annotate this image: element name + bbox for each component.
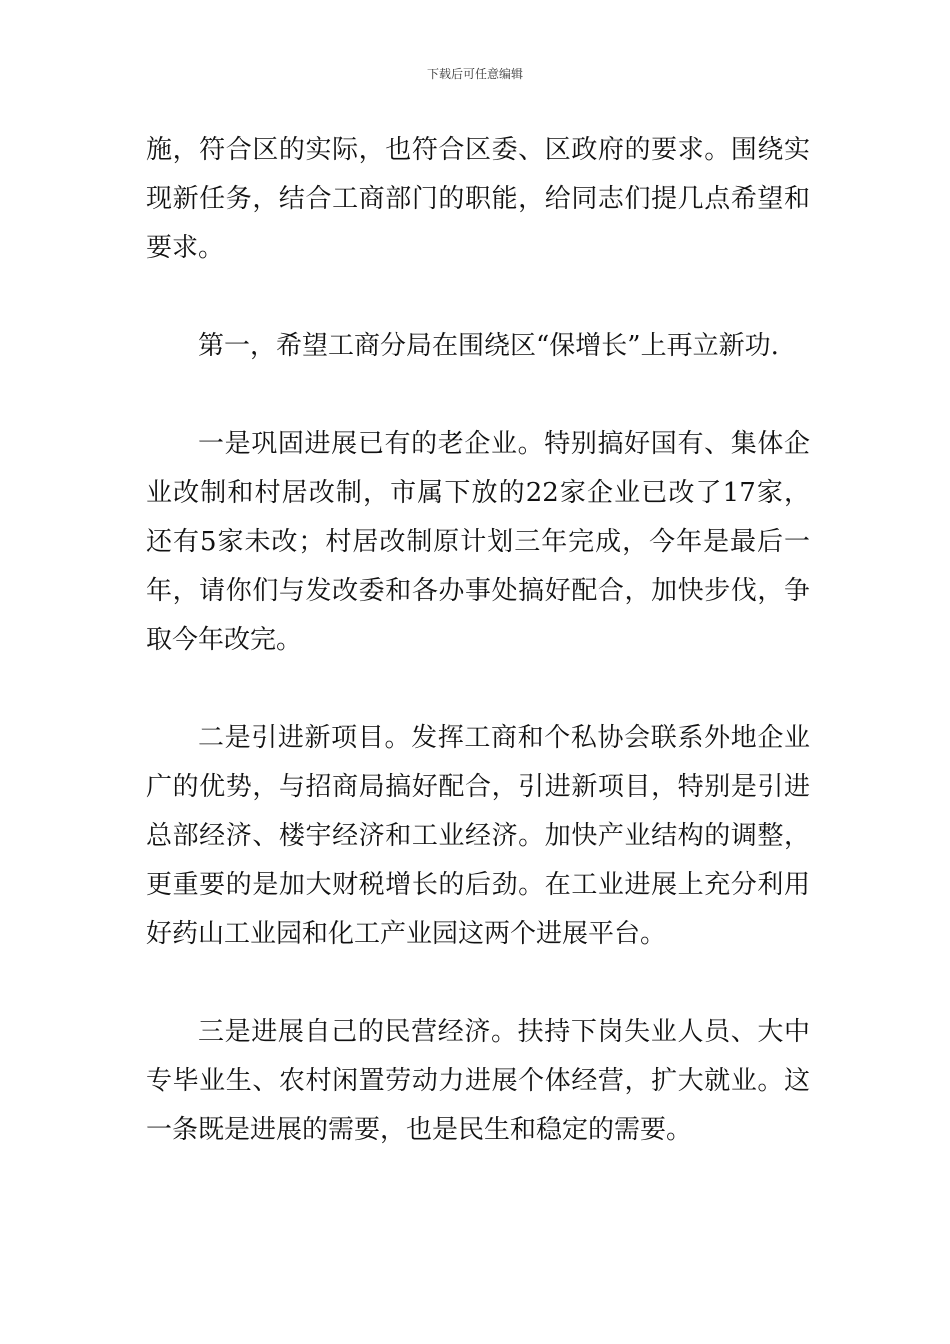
paragraph-item-three: 三是进展自己的民营经济。扶持下岗失业人员、大中专毕业生、农村闲置劳动力进展个体经营，扩大就业。这一条既是进展的需要，也是民生和稳定的需要。 xyxy=(146,1017,810,1145)
paragraph-item-one: 一是巩固进展已有的老企业。特别搞好国有、集体企业改制和村居改制，市属下放的22家企业已改了17家，还有5家未改；村居改制原计划三年完成，今年是最后一年，请你们与发改委和各办事处搞好配合，加快步伐，争取今年改完。 xyxy=(146,429,810,655)
paragraph-item-two: 二是引进新项目。发挥工商和个私协会联系外地企业广的优势，与招商局搞好配合，引进新项目，特别是引进总部经济、楼宇经济和工业经济。加快产业结构的调整，更重要的是加大财税增长的后劲。在工业进展上充分利用好药山工业园和化工产业园这两个进展平台。 xyxy=(146,723,810,949)
document-body xyxy=(146,126,810,1155)
page-header-note: 下载后可任意编辑 xyxy=(426,67,523,81)
paragraph-continuation: 施，符合区的实际，也符合区委、区政府的要求。围绕实现新任务，结合工商部门的职能，给同志们提几点希望和要求。 xyxy=(146,135,810,263)
paragraph-first-point: 第一，希望工商分局在围绕区“保增长”上再立新功. xyxy=(198,331,779,361)
